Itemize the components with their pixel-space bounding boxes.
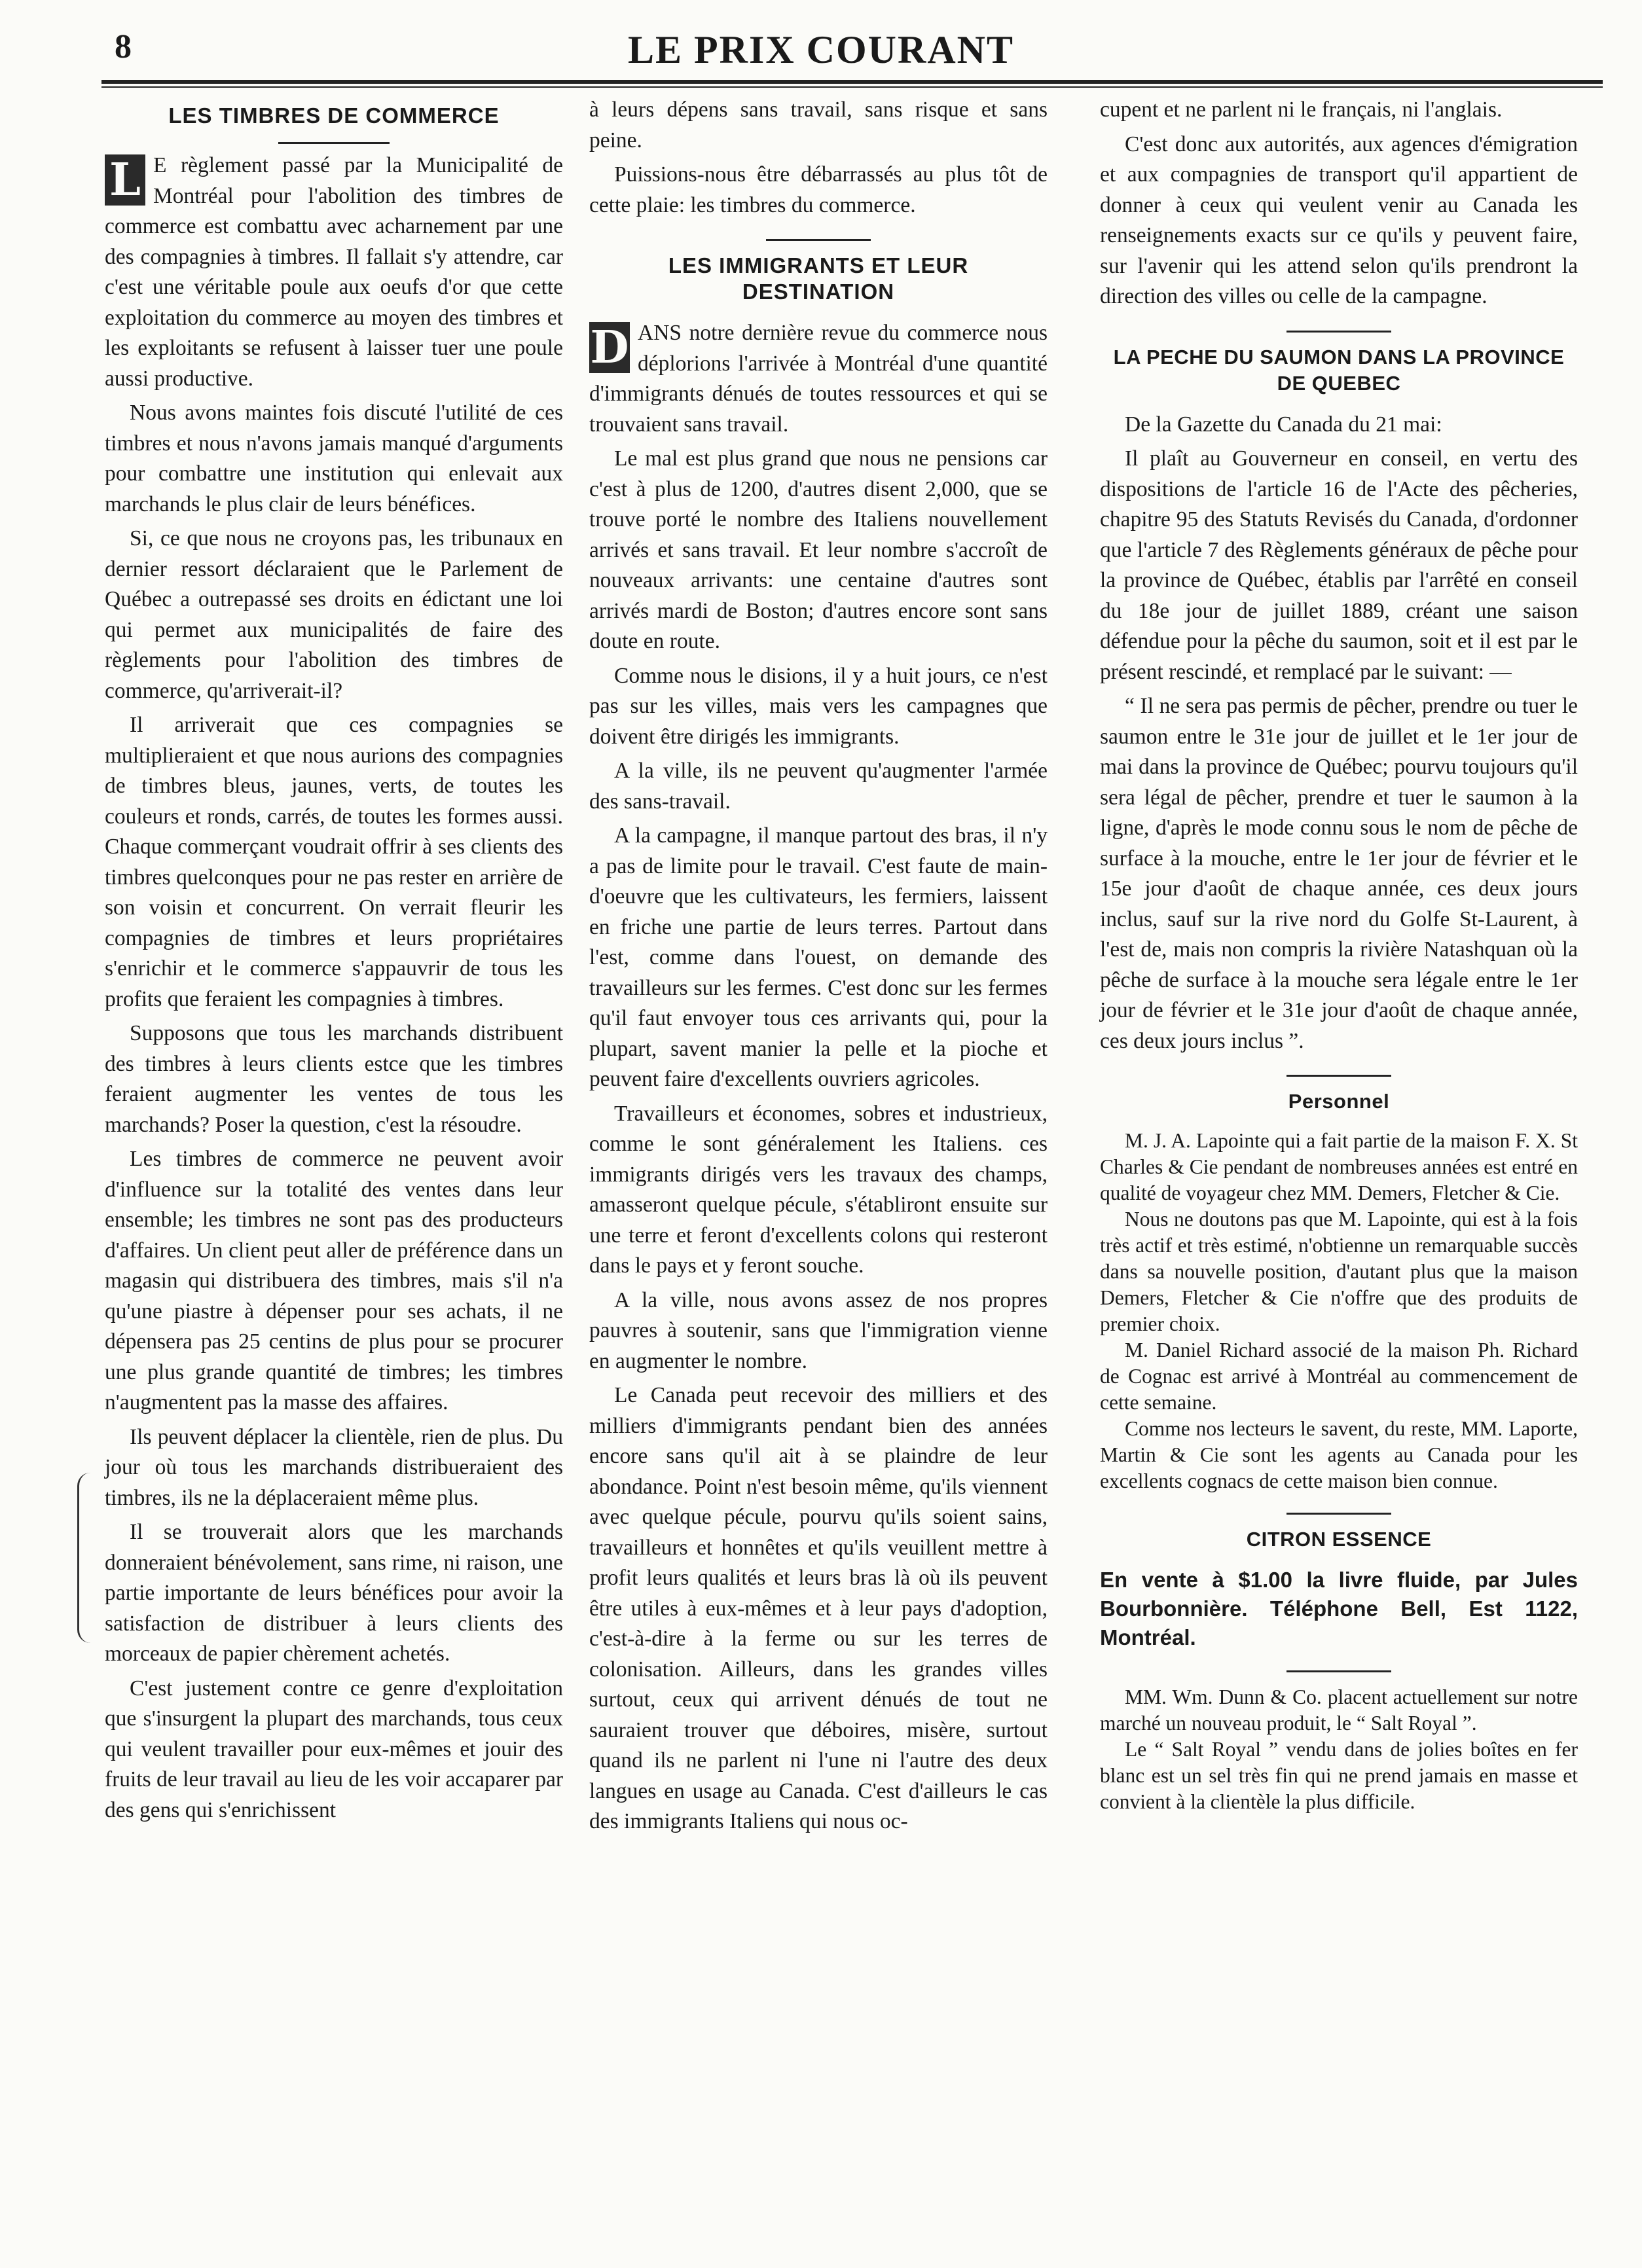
ad-text-citron-essence: En vente à $1.00 la livre fluide, par Jules Bourbonnière. Téléphone Bell, Est 1122, Montréal. bbox=[1100, 1568, 1578, 1649]
article-heading-peche-saumon: LA PECHE DU SAUMON DANS LA PROVINCE DE QUEBEC bbox=[1113, 345, 1565, 395]
article-paragraph: Il se trouverait alors que les marchands donneraient bénévolement, sans rime, ni raison, une partie importante de leurs bénéfices pour avoir la satisfaction de distribuer à leurs clients des morceaux de papier chèrement achetés. bbox=[105, 1520, 563, 1666]
article-paragraph: Puissions-nous être débarrassés au plus tôt de cette plaie: les timbres du commerce. bbox=[589, 162, 1048, 217]
article-paragraph: Comme nous le disions, il y a huit jours, ce n'est pas sur les villes, mais vers les campagnes que doivent être dirigés les immigrants. bbox=[589, 663, 1048, 749]
article-paragraph: Comme nos lecteurs le savent, du reste, MM. Laporte, Martin & Cie sont les agents au Canada pour les excellents cognacs de cette maison bien connue. bbox=[1100, 1417, 1578, 1492]
article-paragraph: Supposons que tous les marchands distribuent des timbres à leurs clients estce que les timbres feraient augmenter les ventes de tous les marchands? Poser la question, c'est la résoudre. bbox=[105, 1021, 563, 1137]
article-paragraph: Le Canada peut recevoir des milliers et des milliers d'immigrants pendant bien des années encore sans qu'il ait à se plaindre de leur abondance. Point n'est besoin même, qu'ils viennent avec quelque pécule, pourvu qu'ils soient sains, travailleurs et honnêtes et qu'ils veuillent mettre à profit leurs qualités et leurs bras là où ils peuvent être utiles à eux-mêmes et à leur pays d'adoption, c'est-à-dire à la ferme ou sur les terres de colonisation. Ailleurs, dans les grandes villes surtout, ceux qui arrivent dénués de tout ne sauraient trouver que déboires, misère, surtout quand ils ne parlent ni l'une ni l'autre des deux langues en usage au Canada. C'est d'ailleurs le cas des immigrants Italiens qui nous oc- bbox=[589, 1383, 1048, 1833]
header-rule-thin bbox=[101, 86, 1603, 88]
article-paragraph: cupent et ne parlent ni le français, ni l'anglais. bbox=[1100, 98, 1503, 122]
journal-title: LE PRIX COURANT bbox=[627, 28, 1015, 71]
section-divider bbox=[1286, 1513, 1391, 1515]
heading-underline bbox=[278, 142, 390, 144]
article-paragraph: Il arriverait que ces compagnies se multiplieraient et que nous aurions des compagnies de timbres bleus, jaunes, verts, de toutes les couleurs et ronds, carrés, de toutes les formes aussi. Chaque commerçant voudrait offrir à ses clients des timbres quelconques pour ne pas rester en arrière de son voisin et concurrent. On verrait fleurir les compagnies de timbres et leurs propriétaires s'enrichir et le commerce s'appauvrir de tous les profits que feraient les compagnies à timbres. bbox=[105, 713, 563, 1011]
section-divider bbox=[1286, 1075, 1391, 1077]
article-paragraph: Ils peuvent déplacer la clientèle, rien de plus. Du jour où tous les marchands distribueraient des timbres, ils ne la déplaceraient même plus. bbox=[105, 1424, 563, 1510]
column-3 bbox=[1100, 95, 1578, 1815]
article-paragraph: Nous ne doutons pas que M. Lapointe, qui est à la fois très actif et très estimé, n'obtienne un remarquable succès dans sa nouvelle position, d'autant plus que la maison Demers, Fletcher & Cie n'offre que des produits de premier choix. bbox=[1100, 1208, 1578, 1335]
salt-royal-section bbox=[1100, 1684, 1578, 1815]
article-paragraph: Il plaît au Gouverneur en conseil, en vertu des dispositions de l'article 16 de l'Acte des pêcheries, chapitre 95 des Statuts Revisés du Canada, d'ordonner que l'article 7 des Règlements généraux de pêche pour la province de Québec, établis par l'arrêté en conseil du 18e jour de juillet 1889, créant une saison défendue pour la pêche du saumon, soit et il est par le présent rescindé, et remplacé par le suivant: — bbox=[1100, 446, 1578, 684]
article-paragraph: Travailleurs et économes, sobres et industrieux, comme le sont généralement les Italiens. ces immigrants dirigés vers les travaux des champs, amasseront quelque pécule, s'établiront ensuite sur une terre et feront d'excellents colons qui resteront dans le pays et y feront souche. bbox=[589, 1101, 1048, 1278]
dropcap-letter: D bbox=[590, 321, 629, 374]
article-paragraph: “ Il ne sera pas permis de pêcher, prendre ou tuer le saumon entre le 31e jour de juillet et le 1er jour de mai dans la province de Québec; pourvu toujours qu'il sera légal de pêcher, prendre et tuer le saumon à la ligne, d'après le mode connu sous le nom de pêche de surface à la mouche, entre le 1er jour de février et le 15e jour d'août de chaque année, ces deux jours inclus, sauf sur la rive nord du Golfe St-Laurent, à l'est de, mais non compris la rivière Natashquan où la pêche de surface à la mouche sera légale entre le 1er jour de février et le 31e jour d'août de chaque année, ces deux jours inclus ”. bbox=[1100, 694, 1578, 1053]
article-paragraph: Si, ce que nous ne croyons pas, les tribunaux en dernier ressort déclaraient que le Parlement de Québec a outrepassé ses droits en édictant une loi qui permet aux municipalités de faire des règlements pour l'abolition des timbres de commerce, qu'arriverait-il? bbox=[105, 526, 563, 703]
article-paragraph bbox=[589, 318, 1048, 440]
paragraph-text: E règlement passé par la Municipalité de Montréal pour l'abolition des timbres de commerce est combattu avec acharnement par une des compagnies à timbres. Il fallait s'y attendre, car c'est une véritable poule aux oeufs d'or que cette exploitation du commerce au moyen des timbres et les exploitants se refusent à laisser tuer une poule aussi productive. bbox=[105, 153, 563, 391]
paragraph-text: ANS notre dernière revue du commerce nous déplorions l'arrivée à Montréal d'une quantité d'immigrants dénués de toutes ressources et qui se trouvaient sans travail. bbox=[589, 321, 1048, 437]
page-number: 8 bbox=[115, 28, 132, 65]
article-paragraph: Les timbres de commerce ne peuvent avoir d'influence sur la totalité des ventes dans leur ensemble; les timbres ne sont pas des producteurs d'affaires. Un client peut aller de préférence dans un magasin qui distribuera des timbres, mais s'il n'a qu'une piastre à dépenser pour ses achats, il ne dépensera pas 25 centins de plus pour se procurer une plus grande quantité de timbres; les timbres n'augmentent pas la masse des affaires. bbox=[105, 1147, 563, 1414]
article-paragraph: à leurs dépens sans travail, sans risque et sans peine. bbox=[589, 98, 1048, 153]
article-paragraph: De la Gazette du Canada du 21 mai: bbox=[1125, 412, 1442, 437]
margin-pencil-mark bbox=[77, 1473, 99, 1643]
section-divider bbox=[766, 239, 871, 241]
ad-heading-citron-essence: CITRON ESSENCE bbox=[1246, 1528, 1432, 1551]
article-heading-immigrants: LES IMMIGRANTS ET LEUR DESTINATION bbox=[668, 253, 969, 304]
article-paragraph: A la ville, nous avons assez de nos propres pauvres à soutenir, sans que l'immigration vienne en augmenter le nombre. bbox=[589, 1287, 1048, 1373]
column-2 bbox=[589, 95, 1048, 1837]
article-paragraph: MM. Wm. Dunn & Co. placent actuellement sur notre marché un nouveau produit, le “ Salt Royal ”. bbox=[1100, 1685, 1578, 1735]
article-paragraph: A la campagne, il manque partout des bras, il n'y a pas de limite pour le travail. C'est faute de main-d'oeuvre que les cultivateurs, les fermiers, laissent en friche une partie de leurs terres. Partout dans l'est, comme dans l'ouest, on demande des travailleurs sur les fermes. C'est donc sur les fermes qu'il faut envoyer tous ces arrivants qui, pour la plupart, savent manier la pelle et la pioche et peuvent faire d'excellents ouvriers agricoles. bbox=[589, 823, 1048, 1091]
section-divider bbox=[1286, 1670, 1391, 1672]
article-paragraph: Le “ Salt Royal ” vendu dans de jolies boîtes en fer blanc est un sel très fin qui ne prend jamais en masse et convient à la clientèle la plus difficile. bbox=[1100, 1738, 1578, 1813]
section-heading-personnel: Personnel bbox=[1288, 1090, 1390, 1113]
article-paragraph: Le mal est plus grand que nous ne pensions car c'est à plus de 1200, d'autres disent 2,000, que se trouve porté le nombre des Italiens nouvellement arrivés et sans travail. Et leur nombre s'accroît de nouveaux arrivants: une centaine d'autres sont arrivés mardi de Boston; d'autres encore sont sans doute en route. bbox=[589, 446, 1048, 653]
article-paragraph: Nous avons maintes fois discuté l'utilité de ces timbres et nous n'avons jamais manqué d'arguments pour combattre une institution qui enlevait aux marchands le plus clair de leurs bénéfices. bbox=[105, 401, 563, 516]
article-heading-timbres: LES TIMBRES DE COMMERCE bbox=[168, 103, 500, 128]
article-paragraph bbox=[105, 151, 563, 394]
article-paragraph: C'est donc aux autorités, aux agences d'émigration et aux compagnies de transport qu'il appartient de donner à ceux qui veulent venir au Canada les renseignements exacts sur ce qu'ils y peuvent faire, sur l'avenir qui les attend selon qu'ils prendront la direction des villes ou celle de la campagne. bbox=[1100, 132, 1578, 308]
article-paragraph: M. J. A. Lapointe qui a fait partie de la maison F. X. St Charles & Cie pendant de nombreuses années est entré en qualité de voyageur chez MM. Demers, Fletcher & Cie. bbox=[1100, 1129, 1578, 1204]
dropcap-letter: L bbox=[105, 154, 145, 206]
header-rule bbox=[101, 80, 1603, 84]
article-paragraph: M. Daniel Richard associé de la maison Ph. Richard de Cognac est arrivé à Montréal au commencement de cette semaine. bbox=[1100, 1339, 1578, 1414]
personnel-section bbox=[1100, 1128, 1578, 1494]
article-paragraph: C'est justement contre ce genre d'exploitation que s'insurgent la plupart des marchands, tous ceux qui veulent travailler pour eux-mêmes et jouir des fruits de leur travail au lieu de les voir accaparer par des gens qui s'enrichissent bbox=[105, 1676, 563, 1822]
section-divider bbox=[1286, 331, 1391, 333]
column-1 bbox=[105, 95, 563, 1826]
article-paragraph: A la ville, ils ne peuvent qu'augmenter l'armée des sans-travail. bbox=[589, 759, 1048, 814]
